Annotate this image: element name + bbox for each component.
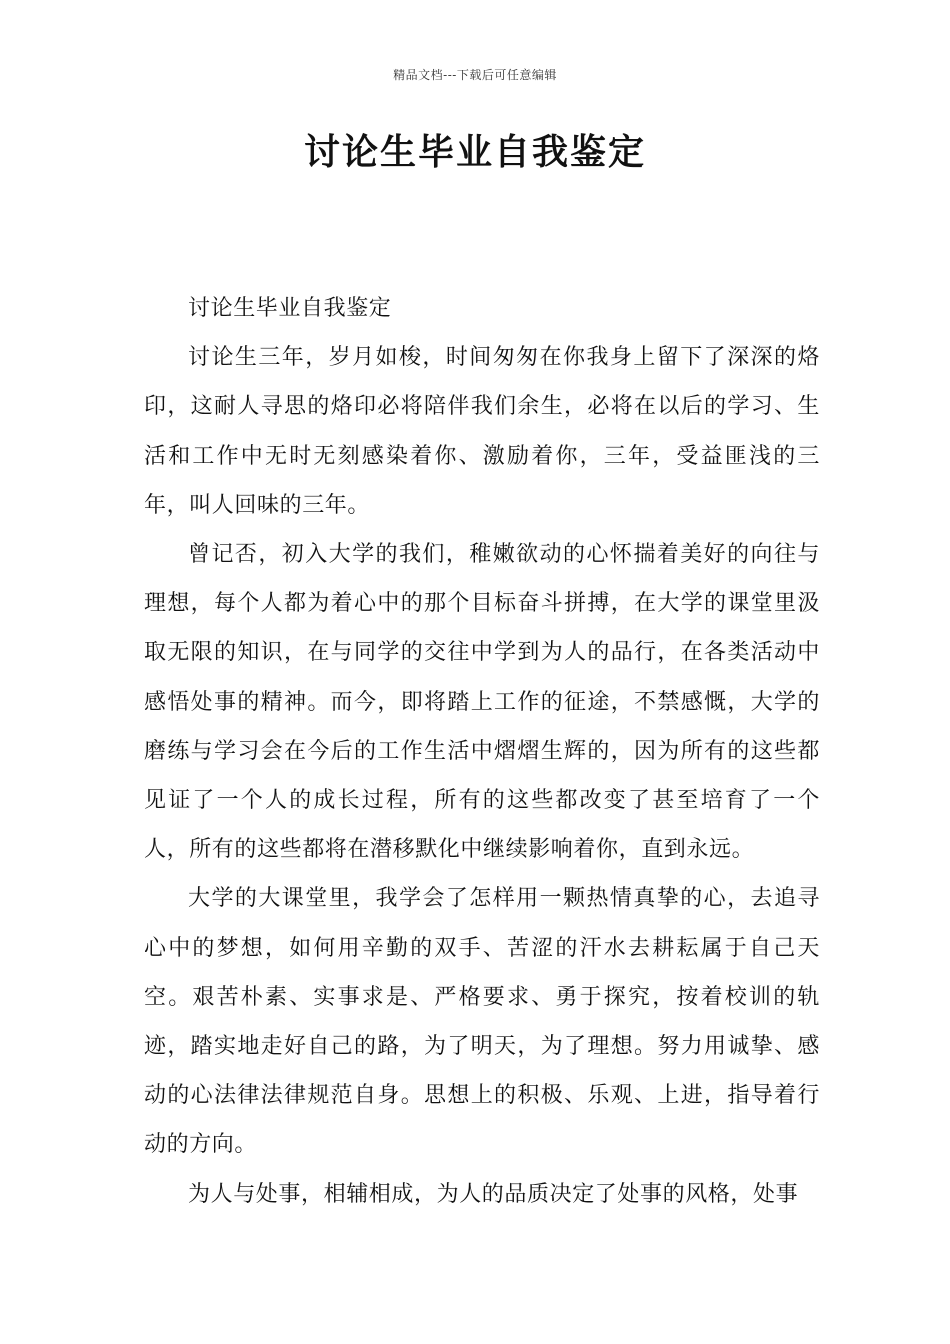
- document-body: [144, 284, 820, 1219]
- paragraph-memories: 曾记否，初入大学的我们，稚嫩欲动的心怀揣着美好的向往与理想，每个人都为着心中的那个目标奋斗拼搏，在大学的课堂里汲取无限的知识，在与同学的交往中学到为人的品行，在各类活动中感悟处事的精神。而今，即将踏上工作的征途，不禁感慨，大学的磨练与学习会在今后的工作生活中熠熠生辉的，因为所有的这些都见证了一个人的成长过程，所有的这些都改变了甚至培育了一个人，所有的这些都将在潜移默化中继续影响着你，直到永远。: [144, 542, 820, 863]
- header-note: 精品文档---下载后可任意编辑: [393, 68, 557, 82]
- paragraph-intro: 讨论生三年，岁月如梭，时间匆匆在你我身上留下了深深的烙印，这耐人寻思的烙印必将陪伴我们余生，必将在以后的学习、生活和工作中无时无刻感染着你、激励着你，三年，受益匪浅的三年，叫人回味的三年。: [144, 345, 820, 518]
- document-title: 讨论生毕业自我鉴定: [303, 131, 646, 173]
- paragraph-subtitle: 讨论生毕业自我鉴定: [188, 296, 392, 321]
- paragraph-classroom: 大学的大课堂里，我学会了怎样用一颗热情真挚的心，去追寻心中的梦想，如何用辛勤的双手、苦涩的汗水去耕耘属于自己天空。艰苦朴素、实事求是、严格要求、勇于探究，按着校训的轨迹，踏实地走好自己的路，为了明天，为了理想。努力用诚挚、感动的心法律法律规范自身。思想上的积极、乐观、上进，指导着行动的方向。: [144, 886, 820, 1158]
- paragraph-conduct: 为人与处事，相辅相成，为人的品质决定了处事的风格，处事: [188, 1181, 799, 1207]
